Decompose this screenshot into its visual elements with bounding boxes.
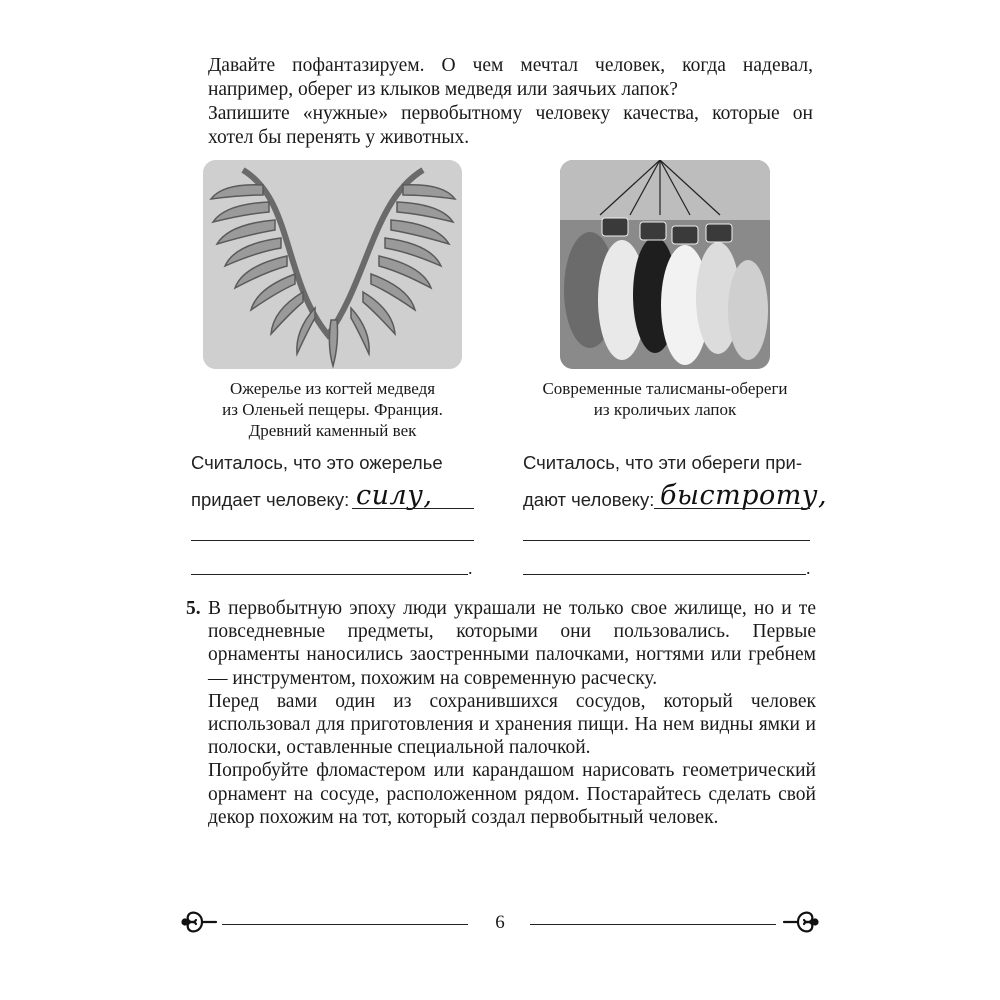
bear-claw-necklace-photo: [203, 160, 462, 369]
intro-text: [208, 54, 813, 150]
left-answer-line-1[interactable]: [352, 508, 474, 509]
task-5: [186, 597, 816, 829]
left-answer-prompt-2: придает человеку:: [191, 489, 350, 510]
right-answer-prompt-2: дают человеку:: [523, 489, 655, 510]
left-photo-caption: [180, 378, 485, 441]
task-number: 5.: [186, 598, 201, 619]
right-answer-line-3[interactable]: [523, 574, 806, 575]
task-5-paragraph-1: В первобытную эпоху люди украшали не только свое жилище, но и те повседневные предметы, которыми они пользовались. Первые орнаменты наносились заостренными палочками, ногтями или гребнем — инструментом, похожим на современную расческу.: [208, 598, 816, 689]
left-handwritten-answer: силу,: [356, 480, 433, 511]
task-5-paragraph-3: Попробуйте фломастером или карандашом нарисовать геометрический орнамент на сосуде, расположенном рядом. Постарайтесь сделать свой декор похожим на тот, который создал первобытный человек.: [208, 760, 816, 828]
intro-paragraph-1: Давайте пофантазируем. О чем мечтал человек, когда надевал, например, оберег из клыков медведя или заячьих лапок?: [208, 55, 813, 100]
right-caption-line-1: Современные талисманы-обереги: [542, 379, 788, 398]
left-end-dot: .: [468, 558, 473, 578]
right-ornament-icon: [780, 902, 820, 942]
task-5-paragraph-2: Перед вами один из сохранившихся сосудов, который человек использовал для приготовления и хранения пищи. На нем видны ямки и полоски, оставленные специальной палочкой.: [208, 690, 816, 759]
right-end-dot: .: [806, 558, 811, 578]
task-5-body: [208, 597, 816, 829]
left-caption-line-3: Древний каменный век: [248, 421, 417, 440]
right-handwritten-answer: быстроту,: [660, 480, 828, 511]
left-answer-line-2[interactable]: [191, 540, 474, 541]
rabbit-foot-charms-photo: [560, 160, 770, 369]
left-ornament-icon: [180, 902, 220, 942]
right-photo-caption: [510, 378, 820, 420]
left-answer-line-3[interactable]: [191, 574, 468, 575]
right-answer-line-1[interactable]: [654, 508, 810, 509]
right-answer-prompt-1: Считалось, что эти обереги при-: [523, 452, 803, 473]
left-answer-prompt-1: Считалось, что это ожерелье: [191, 452, 443, 473]
footer-rule-right: [530, 924, 776, 925]
page-number: 6: [495, 912, 505, 933]
right-answer-line-2[interactable]: [523, 540, 810, 541]
footer-rule-left: [222, 924, 468, 925]
right-caption-line-2: из кроличьих лапок: [593, 400, 737, 419]
left-caption-line-2: из Оленьей пещеры. Франция.: [222, 400, 443, 419]
left-caption-line-1: Ожерелье из когтей медведя: [229, 379, 436, 398]
intro-paragraph-2: Запишите «нужные» первобытному человеку качества, которые он хотел бы перенять у животных.: [208, 103, 813, 148]
